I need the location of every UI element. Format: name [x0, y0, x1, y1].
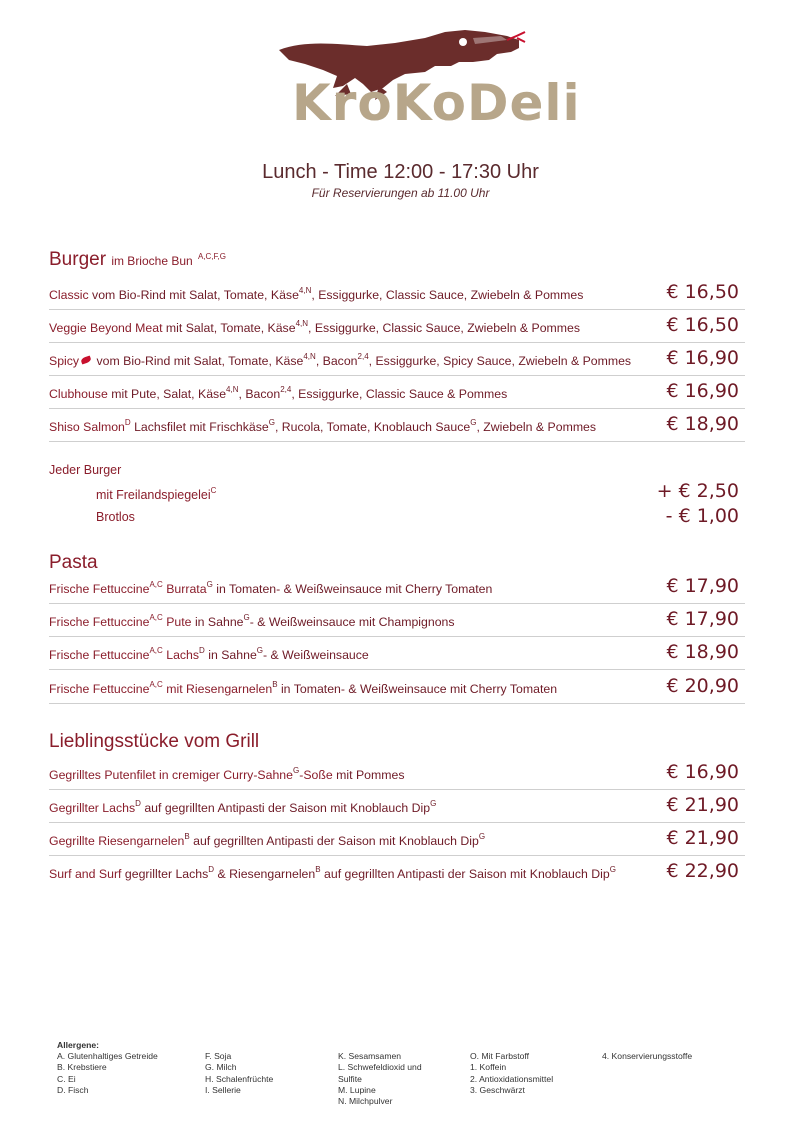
menu-item-pasta-burrata: Frische Fettuccine$^{A,C}$ Burrata$^G$ in Tomaten- & Weißweinsauce mit Cherry Tomaten € 17,90: [49, 570, 745, 604]
item-price: € 17,90: [666, 575, 739, 597]
menu-item-pasta-pute: Frische Fettuccine$^{A,C}$ Pute in Sahne$^G$- & Weißweinsauce mit Champignons € 17,90: [49, 603, 745, 637]
menu-item-putenfilet: Gegrilltes Putenfilet in cremiger Curry-Sahne$^G$-Soße mit Pommes € 16,90: [49, 756, 745, 790]
item-name: Classic: [49, 288, 89, 302]
logo-wordmark: KroKoDeli: [292, 74, 581, 132]
burger-note: im Brioche Bun: [111, 254, 193, 268]
extras-title: Jeder Burger: [49, 463, 122, 477]
item-price: € 21,90: [666, 794, 739, 816]
item-name: Spicy: [49, 354, 80, 368]
burger-heading: [49, 249, 226, 271]
burger-title: Burger: [49, 249, 107, 270]
menu-item-pasta-lachs: Frische Fettuccine$^{A,C}$ Lachs$^D$ in Sahne$^G$- & Weißweinsauce € 18,90: [49, 636, 745, 670]
item-price: € 16,90: [666, 761, 739, 783]
item-price: € 16,50: [666, 281, 739, 303]
extra-brotlos-price: - € 1,00: [665, 505, 739, 527]
menu-item-clubhouse: Clubhouse mit Pute, Salat, Käse$^{4,N}$, Bacon$^{2,4}$, Essiggurke, Classic Sauce & Pommes € 16,90: [49, 375, 745, 409]
extra-brotlos: Brotlos: [96, 510, 135, 524]
pasta-title: Pasta: [49, 552, 98, 573]
allergens-col-1: A. Glutenhaltiges Getreide B. Krebstiere C. Ei D. Fisch: [57, 1051, 158, 1095]
menu-item-gegrillte-riesengarnelen: Gegrillte Riesengarnelen$^B$ auf gegrillten Antipasti der Saison mit Knoblauch Dip$^G$ € 21,90: [49, 822, 745, 856]
chili-icon: [80, 355, 91, 364]
menu-item-veggie: Veggie Beyond Meat mit Salat, Tomate, Käse$^{4,N}$, Essiggurke, Classic Sauce, Zwiebeln & Pommes € 16,50: [49, 309, 745, 343]
page-subtitle: Für Reservierungen ab 11.00 Uhr: [311, 186, 490, 200]
item-price: € 17,90: [666, 608, 739, 630]
burger-note-allergens: A,C,F,G: [197, 252, 226, 261]
menu-item-pasta-riesengarnelen: Frische Fettuccine$^{A,C}$ mit Riesengarnelen$^B$ in Tomaten- & Weißweinsauce mit Cherry Tomaten € 20,90: [49, 670, 745, 704]
extra-spiegelei-price: + € 2,50: [656, 480, 739, 502]
allergens-col-3: K. Sesamsamen L. Schwefeldioxid und Sulfite M. Lupine N. Milchpulver: [338, 1051, 422, 1107]
item-price: € 22,90: [666, 860, 739, 882]
menu-item-classic: Classic vom Bio-Rind mit Salat, Tomate, Käse$^{4,N}$, Essiggurke, Classic Sauce, Zwiebeln & Pommes € 16,50: [49, 276, 745, 310]
item-price: € 20,90: [666, 675, 739, 697]
menu-item-gegrillter-lachs: Gegrillter Lachs$^D$ auf gegrillten Antipasti der Saison mit Knoblauch Dip$^G$ € 21,90: [49, 789, 745, 823]
menu-item-surf-and-surf: Surf and Surf gegrillter Lachs$^D$ & Riesengarnelen$^B$ auf gegrillten Antipasti der Saison mit Knoblauch Dip$^G$ € 22,90: [49, 860, 739, 882]
menu-item-spicy: Spicy vom Bio-Rind mit Salat, Tomate, Käse$^{4,N}$, Bacon$^{2,4}$, Essiggurke, Spicy Sauce, Zwiebeln & Pommes € 16,90: [49, 342, 745, 376]
item-price: € 18,90: [666, 641, 739, 663]
item-name: Veggie Beyond Meat: [49, 321, 163, 335]
grill-title: Lieblingsstücke vom Grill: [49, 731, 260, 752]
item-name: Shiso Salmon: [49, 420, 125, 434]
item-price: € 18,90: [666, 413, 739, 435]
page-title: Lunch - Time 12:00 - 17:30 Uhr: [262, 161, 539, 183]
allergens-col-5: 4. Konservierungsstoffe: [602, 1051, 693, 1061]
allergens-title: Allergene:: [57, 1040, 100, 1050]
item-price: € 21,90: [666, 827, 739, 849]
item-price: € 16,90: [666, 347, 739, 369]
allergens-col-2: F. Soja G. Milch H. Schalenfrüchte I. Sellerie: [205, 1051, 274, 1095]
item-price: € 16,50: [666, 314, 739, 336]
item-price: € 16,90: [666, 380, 739, 402]
allergens-col-4: O. Mit Farbstoff 1. Koffein 2. Antioxidationsmittel 3. Geschwärzt: [470, 1051, 554, 1095]
menu-item-shiso-salmon: Shiso Salmon$^D$ Lachsfilet mit Frischkäse$^G$, Rucola, Tomate, Knoblauch Sauce$^G$, Zwiebeln & Pommes € 18,90: [49, 408, 745, 442]
extra-spiegelei: mit Freilandspiegelei$^C$: [96, 486, 217, 502]
item-name: Clubhouse: [49, 387, 108, 401]
